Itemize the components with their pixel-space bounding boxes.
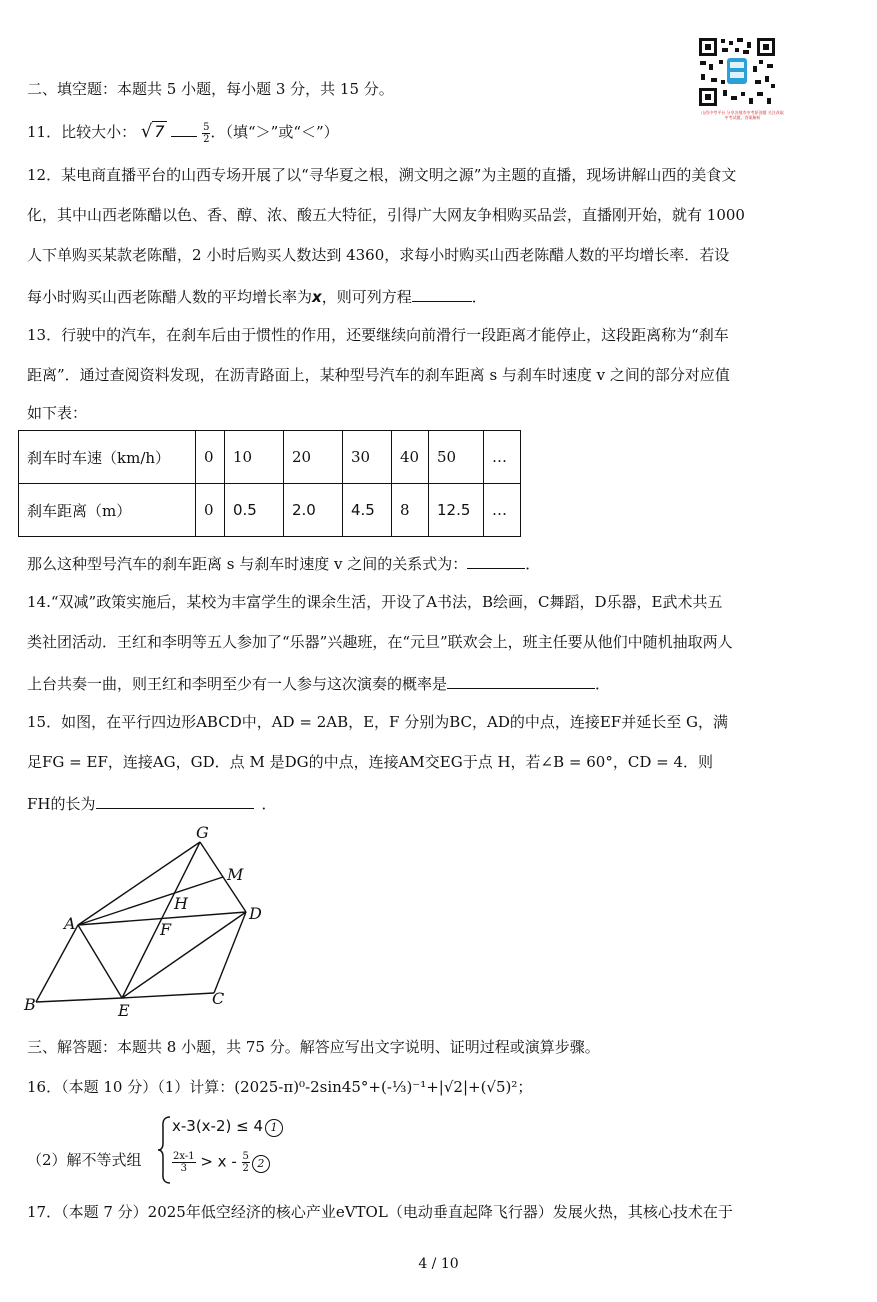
qr-caption: 山西中考平台 分享各地市中考原创题 关注获取中考试题、答案解析 <box>701 110 784 120</box>
q11-suffix: ．（填“＞”或“＜”） <box>210 123 339 141</box>
qr-code <box>697 36 777 108</box>
table-header-speed: 刹车时车速（km/h） <box>19 431 196 484</box>
table-cell: … <box>484 431 521 484</box>
q13-line-2: 距离”．通过查阅资料发现，在沥青路面上，某种型号汽车的刹车距离 s 与刹车时速度 v 之间的部分对应值 <box>27 366 730 384</box>
q13-line-1: 13．行驶中的汽车，在刹车后由于惯性的作用，还要继续向前滑行一段距离才能停止，这段距离称为“刹车 <box>27 326 729 344</box>
label-a: A <box>64 914 76 933</box>
table-row <box>19 484 521 537</box>
q13-after-table: 那么这种型号汽车的刹车距离 s 与刹车时速度 v 之间的关系式为： ． <box>27 552 540 574</box>
table-cell: 20 <box>284 431 343 484</box>
label-c: C <box>212 989 225 1008</box>
q13-answer-blank[interactable] <box>467 552 525 569</box>
label-m: M <box>227 865 244 884</box>
label-f: F <box>160 920 172 939</box>
table-cell: 4.5 <box>343 484 392 537</box>
table-cell: 10 <box>225 431 284 484</box>
ineq2-left-fraction: $\frac{2x-1}{3}$ <box>173 1151 195 1174</box>
table-cell: 30 <box>343 431 392 484</box>
q11-fraction: $\frac{5}{2}$ <box>203 121 210 145</box>
parallelogram-figure <box>20 822 280 1026</box>
table-row <box>19 431 521 484</box>
table-cell: 0 <box>196 431 225 484</box>
table-cell: 0.5 <box>225 484 284 537</box>
circle-number-2: 2 <box>252 1155 270 1173</box>
braking-table <box>18 430 521 537</box>
q16-part-1: 16．（本题 10 分）（1）计算：(2025-π)⁰-2sin45°+(-⅓)⁻¹+|√2|+(√5)²； <box>27 1078 533 1096</box>
page-number: 4 / 10 <box>418 1256 459 1272</box>
label-b: B <box>24 995 36 1014</box>
question-11 <box>27 120 339 145</box>
q12-line-2: 化，其中山西老陈醋以色、香、醇、浓、酸五大特征，引得广大网友争相购买品尝，直播刚开始，就有 1000 <box>27 206 745 224</box>
q11-radicand: 7 <box>154 122 165 141</box>
circle-number-1: 1 <box>265 1119 283 1137</box>
table-cell: 2.0 <box>284 484 343 537</box>
ineq2-right-fraction: $\frac{5}{2}$ <box>242 1151 249 1174</box>
q12-line-4: 每小时购买山西老陈醋人数的平均增长率为x，则可列方程 ． <box>27 285 487 307</box>
table-cell: 50 <box>429 431 484 484</box>
label-d: D <box>249 904 262 923</box>
q14-line-3: 上台共奏一曲，则王红和李明至少有一人参与这次演奏的概率是 ． <box>27 672 610 694</box>
section-heading-solve: 三、解答题：本题共 8 小题，共 75 分。解答应写出文字说明、证明过程或演算步骤。 <box>27 1038 600 1056</box>
sqrt-icon: √ <box>140 121 153 142</box>
q12-line-3: 人下单购买某款老陈醋，2 小时后购买人数达到 4360，求每小时购买山西老陈醋人数的平均增长率．若设 <box>27 246 730 264</box>
q11-prefix: 11．比较大小： <box>27 123 137 141</box>
table-header-distance: 刹车距离（m） <box>19 484 196 537</box>
label-g: G <box>196 823 209 842</box>
inequality-2: $\frac{2x-1}{3} > x$ - $\frac{5}{2} 2$ <box>172 1151 270 1174</box>
table-cell: 12.5 <box>429 484 484 537</box>
q16-part-2-label: （2）解不等式组 <box>27 1151 142 1169</box>
table-cell: 8 <box>392 484 429 537</box>
section-heading-fill-in: 二、填空题：本题共 5 小题，每小题 3 分，共 15 分。 <box>27 80 394 98</box>
q15-line-2: 足FG = EF，连接AG，GD．点 M 是DG的中点，连接AM交EG于点 H，若∠B = 60°，CD = 4．则 <box>27 753 713 771</box>
inequality-1: x-3(x-2) ≤ 4 1 <box>172 1117 283 1137</box>
q14-line-1: 14.“双减”政策实施后，某校为丰富学生的课余生活，开设了A书法，B绘画，C舞蹈，D乐器，E武术共五 <box>27 593 723 611</box>
q12-variable: x <box>312 288 322 306</box>
label-e: E <box>118 1001 130 1020</box>
brace-icon <box>158 1115 172 1185</box>
table-cell: 0 <box>196 484 225 537</box>
table-cell: 40 <box>392 431 429 484</box>
q15-line-1: 15．如图，在平行四边形ABCD中，AD = 2AB，E，F 分别为BC，AD的中点，连接EF并延长至 G，满 <box>27 713 728 731</box>
q14-answer-blank[interactable] <box>447 672 595 689</box>
q11-answer-blank[interactable] <box>171 120 197 137</box>
q15-answer-blank[interactable] <box>96 792 254 809</box>
q15-line-3: FH的长为 ． <box>27 792 277 814</box>
table-cell: … <box>484 484 521 537</box>
q17-line-1: 17．（本题 7 分）2025年低空经济的核心产业eVTOL（电动垂直起降飞行器）发展火热，其核心技术在于 <box>27 1203 733 1221</box>
label-h: H <box>174 894 188 913</box>
q12-answer-blank[interactable] <box>412 285 472 302</box>
q13-line-3: 如下表： <box>27 404 88 422</box>
q14-line-2: 类社团活动．王红和李明等五人参加了“乐器”兴趣班，在“元旦”联欢会上，班主任要从他们中随机抽取两人 <box>27 633 733 651</box>
q12-line-1: 12．某电商直播平台的山西专场开展了以“寻华夏之根，溯文明之源”为主题的直播，现场讲解山西的美食文 <box>27 166 737 184</box>
